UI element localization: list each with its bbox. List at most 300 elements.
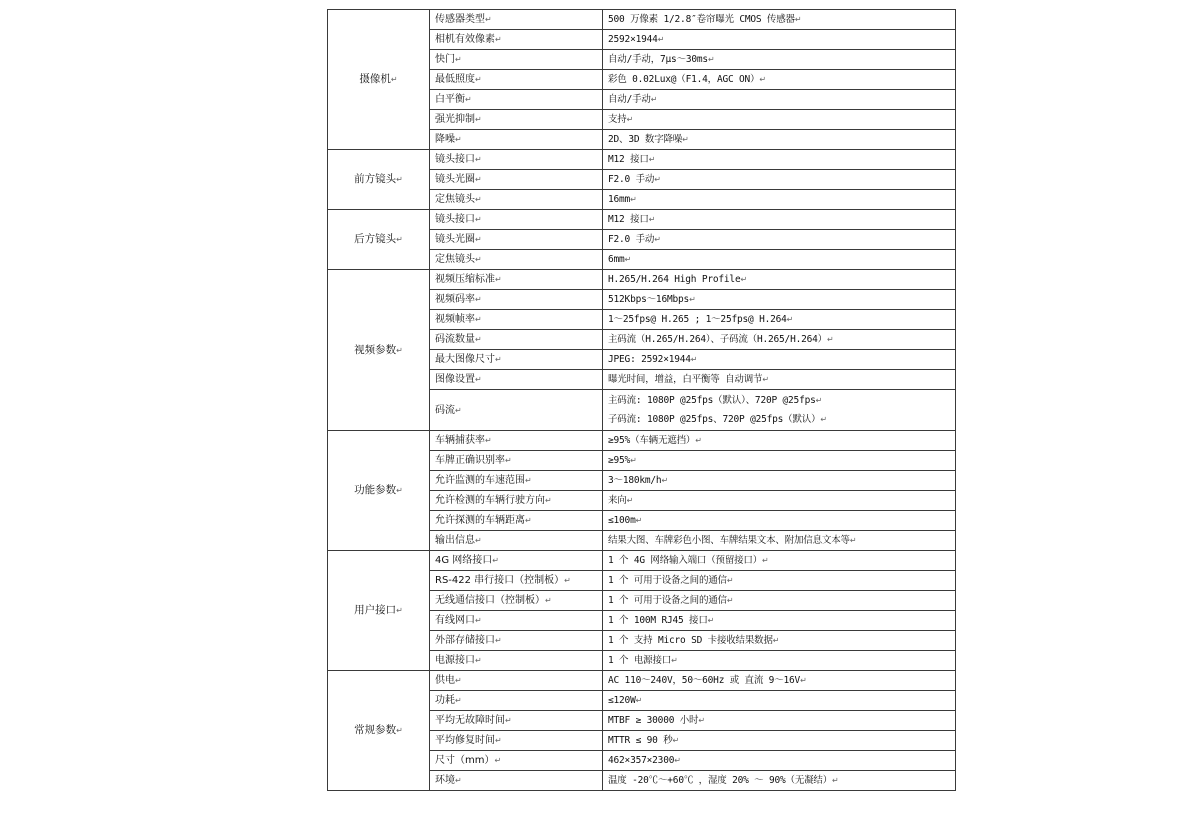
value-text: 主码流（H.265/H.264）、子码流（H.265/H.264） (608, 334, 827, 345)
paragraph-mark: ↵ (475, 295, 482, 304)
paragraph-mark: ↵ (475, 536, 482, 545)
paragraph-mark: ↵ (505, 716, 512, 725)
value-cell (603, 731, 956, 751)
value-line (608, 491, 955, 510)
param-label: 有线网口 (435, 615, 475, 626)
paragraph-mark: ↵ (707, 616, 715, 625)
value-line (608, 391, 955, 410)
paragraph-mark: ↵ (654, 235, 661, 244)
paragraph-mark: ↵ (672, 736, 680, 745)
paragraph-mark: ↵ (671, 656, 678, 665)
value-text: H.265/H.264 High Profile (608, 274, 741, 285)
value-line (608, 631, 955, 650)
category-cell (328, 671, 430, 791)
paragraph-mark: ↵ (455, 676, 462, 685)
param-cell (430, 130, 603, 150)
value-cell (603, 150, 956, 170)
paragraph-mark: ↵ (626, 115, 634, 124)
table-row (328, 150, 956, 170)
param-label: 相机有效像素 (435, 34, 495, 45)
value-cell (603, 551, 956, 571)
param-cell (430, 651, 603, 671)
paragraph-mark: ↵ (820, 415, 827, 424)
value-cell (603, 511, 956, 531)
param-label: 视频压缩标准 (435, 274, 495, 285)
value-line (608, 230, 955, 249)
paragraph-mark: ↵ (849, 536, 857, 545)
value-line (608, 70, 955, 89)
paragraph-mark: ↵ (698, 716, 705, 725)
value-text: 彩色 0.02Lux@（F1.4，AGC ON） (608, 74, 760, 85)
value-line (608, 611, 955, 630)
param-cell (430, 250, 603, 270)
value-text: 3～180km/h (608, 475, 662, 486)
param-cell (430, 591, 603, 611)
table-row (328, 431, 956, 451)
table-row (328, 551, 956, 571)
param-cell (430, 671, 603, 691)
value-line (608, 190, 955, 209)
paragraph-mark: ↵ (485, 15, 492, 24)
paragraph-mark: ↵ (626, 496, 634, 505)
paragraph-mark: ↵ (740, 275, 747, 284)
value-text: ≥95%（车辆无遮挡） (608, 435, 696, 446)
spec-document (327, 9, 955, 791)
param-cell (430, 531, 603, 551)
value-cell (603, 230, 956, 250)
param-label: 允许监测的车速范围 (435, 475, 525, 486)
param-cell (430, 390, 603, 431)
paragraph-mark: ↵ (505, 456, 512, 465)
param-label: 码流 (435, 404, 455, 416)
paragraph-mark: ↵ (657, 35, 665, 44)
value-text: 来向 (608, 495, 627, 506)
value-line (608, 771, 955, 790)
param-cell (430, 731, 603, 751)
value-cell (603, 491, 956, 511)
paragraph-mark: ↵ (650, 95, 658, 104)
value-text: 16mm (608, 194, 631, 205)
param-label: 视频帧率 (435, 314, 475, 325)
param-label: 外部存储接口 (435, 635, 495, 646)
param-cell (430, 90, 603, 110)
value-text: 1～25fps@ H.265 ; 1～25fps@ H.264 (608, 314, 787, 325)
category-label: 摄像机 (359, 73, 391, 85)
category-label: 功能参数 (354, 484, 397, 496)
value-text: M12 接口 (608, 154, 649, 165)
category-label: 用户接口 (354, 604, 397, 616)
value-line (608, 591, 955, 610)
param-cell (430, 50, 603, 70)
param-cell (430, 631, 603, 651)
value-line (608, 350, 955, 369)
table-row (328, 10, 956, 30)
paragraph-mark: ↵ (475, 335, 482, 344)
paragraph-mark: ↵ (475, 75, 482, 84)
value-line (608, 451, 955, 470)
paragraph-mark: ↵ (475, 235, 482, 244)
paragraph-mark: ↵ (494, 756, 502, 765)
param-label: 视频码率 (435, 294, 475, 305)
paragraph-mark: ↵ (525, 476, 532, 485)
value-cell (603, 130, 956, 150)
value-cell (603, 451, 956, 471)
paragraph-mark: ↵ (475, 115, 482, 124)
category-label: 后方镜头 (354, 233, 397, 245)
param-label: 允许检测的车辆行驶方向 (435, 495, 545, 506)
param-label: 最大图像尺寸 (435, 354, 495, 365)
param-cell (430, 210, 603, 230)
value-text: 512Kbps～16Mbps (608, 294, 690, 305)
value-text: 2592×1944 (608, 34, 658, 45)
value-cell (603, 370, 956, 390)
paragraph-mark: ↵ (630, 195, 637, 204)
paragraph-mark: ↵ (475, 175, 482, 184)
value-line (608, 330, 955, 349)
value-line (608, 90, 955, 109)
param-label: 电源接口 (435, 655, 475, 666)
table-row (328, 210, 956, 230)
paragraph-mark: ↵ (630, 456, 637, 465)
value-text: 1 个 可用于设备之间的通信 (608, 595, 727, 606)
paragraph-mark: ↵ (648, 155, 656, 164)
paragraph-mark: ↵ (794, 15, 802, 24)
category-cell (328, 551, 430, 671)
value-cell (603, 390, 956, 431)
value-line (608, 310, 955, 329)
paragraph-mark: ↵ (455, 55, 462, 64)
param-label: 允许探测的车辆距离 (435, 515, 525, 526)
paragraph-mark: ↵ (475, 656, 482, 665)
param-cell (430, 451, 603, 471)
param-label: 镜头光圈 (435, 174, 475, 185)
value-line (608, 130, 955, 149)
category-cell (328, 150, 430, 210)
value-line (608, 531, 955, 550)
paragraph-mark: ↵ (762, 556, 769, 565)
value-cell (603, 350, 956, 370)
param-label: 平均无故障时间 (435, 715, 505, 726)
value-text: 子码流: 1080P @25fps、720P @25fps（默认） (608, 414, 821, 425)
category-label: 视频参数 (354, 343, 397, 356)
paragraph-mark: ↵ (726, 596, 734, 605)
value-text: 曝光时间，增益，白平衡等 自动调节 (608, 374, 763, 385)
value-text: ≤120W (608, 695, 636, 706)
value-line (608, 270, 955, 289)
param-label: 镜头接口 (435, 214, 475, 225)
value-cell (603, 330, 956, 350)
value-text: 结果大图、车牌彩色小图、车牌结果文本、附加信息文本等 (608, 535, 850, 546)
value-cell (603, 30, 956, 50)
param-label: 定焦镜头 (435, 254, 475, 265)
paragraph-mark: ↵ (495, 35, 502, 44)
value-cell (603, 771, 956, 791)
category-cell (328, 10, 430, 150)
value-line (608, 671, 955, 690)
param-cell (430, 350, 603, 370)
param-label: 输出信息 (435, 535, 475, 546)
paragraph-mark: ↵ (826, 335, 834, 344)
value-text: MTTR ≤ 90 秒 (608, 735, 673, 746)
param-cell (430, 751, 603, 771)
value-line (608, 571, 955, 590)
paragraph-mark: ↵ (396, 726, 403, 735)
value-cell (603, 651, 956, 671)
value-text: 6mm (608, 254, 625, 265)
value-line (608, 30, 955, 49)
value-cell (603, 691, 956, 711)
paragraph-mark: ↵ (564, 576, 571, 585)
value-line (608, 751, 955, 770)
category-cell (328, 270, 430, 431)
paragraph-mark: ↵ (495, 275, 502, 284)
param-cell (430, 691, 603, 711)
param-cell (430, 170, 603, 190)
param-cell (430, 110, 603, 130)
value-line (608, 290, 955, 309)
category-label: 常规参数 (354, 724, 397, 736)
value-cell (603, 711, 956, 731)
param-label: 平均修复时间 (435, 735, 495, 746)
value-line (608, 370, 955, 389)
paragraph-mark: ↵ (396, 175, 403, 184)
paragraph-mark: ↵ (475, 155, 482, 164)
value-text: F2.0 手动 (608, 234, 655, 245)
paragraph-mark: ↵ (495, 636, 502, 645)
paragraph-mark: ↵ (396, 235, 403, 244)
param-cell (430, 370, 603, 390)
paragraph-mark: ↵ (832, 776, 839, 785)
paragraph-mark: ↵ (654, 175, 661, 184)
value-line (608, 170, 955, 189)
paragraph-mark: ↵ (772, 636, 780, 645)
param-label: 快门 (435, 54, 455, 65)
paragraph-mark: ↵ (492, 556, 499, 565)
param-label: 功耗 (435, 695, 455, 706)
value-text: 支持 (608, 114, 627, 125)
paragraph-mark: ↵ (545, 596, 552, 605)
param-cell (430, 611, 603, 631)
category-cell (328, 431, 430, 551)
value-cell (603, 290, 956, 310)
paragraph-mark: ↵ (475, 315, 482, 324)
value-text: 主码流: 1080P @25fps（默认）、720P @25fps (608, 395, 816, 406)
paragraph-mark: ↵ (762, 375, 769, 384)
param-cell (430, 431, 603, 451)
paragraph-mark: ↵ (786, 315, 794, 324)
value-line (608, 50, 955, 69)
value-cell (603, 110, 956, 130)
param-label: 镜头光圈 (435, 234, 475, 245)
param-label: 镜头接口 (435, 154, 475, 165)
value-text: 温度 -20℃～+60℃ ，湿度 20% ～ 90%（无凝结） (608, 775, 833, 786)
param-cell (430, 290, 603, 310)
paragraph-mark: ↵ (455, 776, 462, 785)
value-text: 1 个 支持 Micro SD 卡接收结果数据 (608, 635, 773, 646)
value-line (608, 651, 955, 670)
value-cell (603, 70, 956, 90)
value-line (608, 410, 955, 429)
value-line (608, 471, 955, 490)
value-text: 自动/手动 (608, 94, 651, 105)
paragraph-mark: ↵ (682, 135, 689, 144)
param-cell (430, 471, 603, 491)
paragraph-mark: ↵ (475, 215, 482, 224)
spec-table-body (328, 10, 956, 791)
value-text: AC 110～240V，50～60Hz 或 直流 9～16V (608, 675, 801, 686)
value-cell (603, 531, 956, 551)
param-cell (430, 150, 603, 170)
param-cell (430, 310, 603, 330)
value-line (608, 10, 955, 29)
paragraph-mark: ↵ (726, 576, 734, 585)
paragraph-mark: ↵ (525, 516, 532, 525)
paragraph-mark: ↵ (455, 405, 462, 415)
category-cell (328, 210, 430, 270)
value-cell (603, 210, 956, 230)
param-label: 定焦镜头 (435, 194, 475, 205)
param-label: 白平衡 (435, 94, 465, 105)
paragraph-mark: ↵ (475, 195, 482, 204)
param-label: 图像设置 (435, 374, 475, 385)
value-cell (603, 270, 956, 290)
param-cell (430, 491, 603, 511)
value-text: 2D、3D 数字降噪 (608, 134, 683, 145)
param-cell (430, 30, 603, 50)
paragraph-mark: ↵ (695, 436, 702, 445)
value-text: 1 个 电源接口 (608, 655, 672, 666)
table-row (328, 671, 956, 691)
param-cell (430, 771, 603, 791)
value-text: F2.0 手动 (608, 174, 655, 185)
value-line (608, 210, 955, 229)
paragraph-mark: ↵ (390, 75, 398, 84)
value-line (608, 691, 955, 710)
param-cell (430, 571, 603, 591)
value-text: 1 个 可用于设备之间的通信 (608, 575, 727, 586)
paragraph-mark: ↵ (475, 255, 482, 264)
paragraph-mark: ↵ (674, 756, 681, 765)
param-label: 传感器类型 (435, 14, 485, 25)
paragraph-mark: ↵ (800, 676, 807, 685)
paragraph-mark: ↵ (661, 476, 668, 485)
value-text: 自动/手动，7μs～30ms (608, 54, 708, 65)
value-cell (603, 10, 956, 30)
param-cell (430, 270, 603, 290)
paragraph-mark: ↵ (455, 696, 462, 705)
paragraph-mark: ↵ (495, 355, 502, 364)
paragraph-mark: ↵ (690, 355, 698, 364)
value-cell (603, 631, 956, 651)
value-cell (603, 50, 956, 70)
paragraph-mark: ↵ (455, 135, 462, 144)
value-text: M12 接口 (608, 214, 649, 225)
value-cell (603, 571, 956, 591)
value-text: 462×357×2300 (608, 755, 675, 766)
value-cell (603, 751, 956, 771)
value-text: ≥95% (608, 455, 631, 466)
value-cell (603, 190, 956, 210)
param-label: 无线通信接口（控制板） (435, 595, 545, 606)
paragraph-mark: ↵ (396, 486, 403, 495)
paragraph-mark: ↵ (635, 696, 643, 705)
value-text: 500 万像素 1/2.8″卷帘曝光 CMOS 传感器 (608, 14, 795, 25)
value-line (608, 250, 955, 269)
param-label: 最低照度 (435, 74, 475, 85)
value-line (608, 110, 955, 129)
param-label: 车辆捕获率 (435, 435, 485, 446)
value-text: MTBF ≥ 30000 小时 (608, 715, 699, 726)
value-line (608, 551, 955, 570)
paragraph-mark: ↵ (759, 75, 766, 84)
param-label: 环境 (435, 775, 455, 786)
value-text: JPEG: 2592×1944 (608, 354, 691, 365)
value-cell (603, 170, 956, 190)
spec-table (327, 9, 956, 791)
value-line (608, 711, 955, 730)
param-label: 尺寸（mm） (435, 755, 495, 766)
value-cell (603, 431, 956, 451)
paragraph-mark: ↵ (624, 255, 632, 264)
value-cell (603, 591, 956, 611)
value-cell (603, 310, 956, 330)
paragraph-mark: ↵ (475, 616, 482, 625)
value-cell (603, 90, 956, 110)
param-cell (430, 230, 603, 250)
param-label: 车牌正确识别率 (435, 455, 505, 466)
paragraph-mark: ↵ (485, 436, 492, 445)
value-text: 1 个 100M RJ45 接口 (608, 615, 708, 626)
value-cell (603, 671, 956, 691)
param-cell (430, 551, 603, 571)
paragraph-mark: ↵ (396, 345, 403, 355)
paragraph-mark: ↵ (689, 295, 696, 304)
paragraph-mark: ↵ (815, 396, 823, 405)
param-cell (430, 330, 603, 350)
param-cell (430, 10, 603, 30)
param-label: RS-422 串行接口（控制板） (435, 575, 565, 586)
paragraph-mark: ↵ (635, 516, 643, 525)
value-line (608, 511, 955, 530)
param-label: 供电 (435, 675, 455, 686)
value-line (608, 731, 955, 750)
value-text: 1 个 4G 网络输入端口（预留接口） (608, 555, 763, 566)
param-cell (430, 511, 603, 531)
param-cell (430, 190, 603, 210)
paragraph-mark: ↵ (475, 375, 482, 384)
paragraph-mark: ↵ (465, 95, 472, 104)
paragraph-mark: ↵ (648, 215, 656, 224)
param-label: 4G 网络接口 (435, 555, 493, 566)
category-label: 前方镜头 (354, 173, 397, 185)
param-cell (430, 711, 603, 731)
param-label: 降噪 (435, 134, 455, 145)
paragraph-mark: ↵ (545, 496, 552, 505)
paragraph-mark: ↵ (396, 606, 403, 615)
value-cell (603, 611, 956, 631)
param-label: 强光抑制 (435, 114, 475, 125)
value-text: ≤100m (608, 515, 636, 526)
value-cell (603, 471, 956, 491)
table-row (328, 270, 956, 290)
value-line (608, 431, 955, 450)
paragraph-mark: ↵ (707, 55, 715, 64)
value-line (608, 150, 955, 169)
paragraph-mark: ↵ (495, 736, 502, 745)
param-label: 码流数量 (435, 334, 475, 345)
value-cell (603, 250, 956, 270)
param-cell (430, 70, 603, 90)
